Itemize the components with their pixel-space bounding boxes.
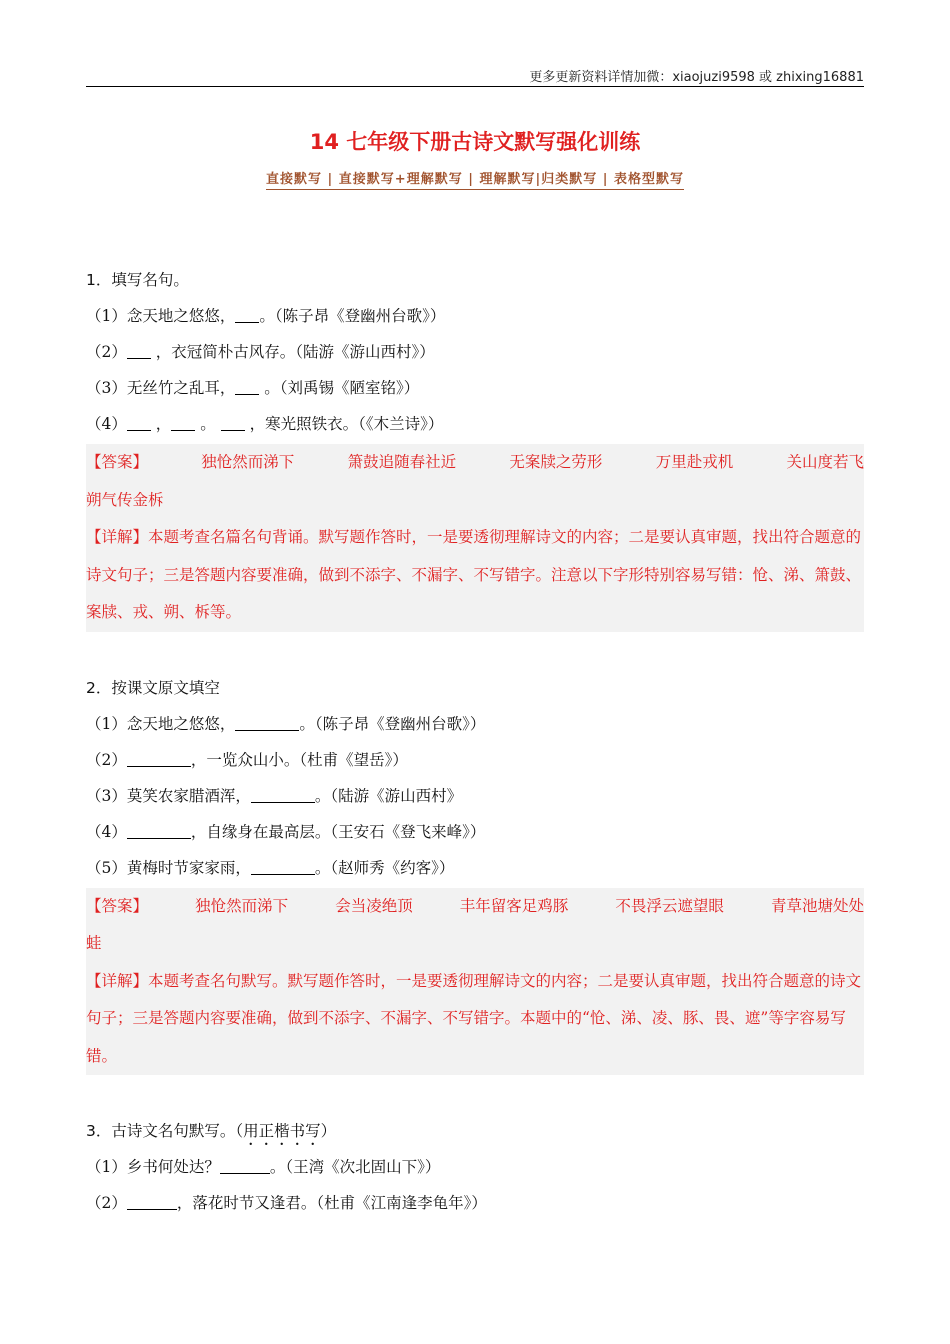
line-text: ， [150, 415, 172, 433]
question-1 [86, 262, 864, 632]
blank [251, 856, 315, 875]
question-title: 2．按课文原文填空 [86, 678, 220, 697]
blank [220, 1155, 270, 1174]
line-text: 。（陆游《游山西村》 [314, 786, 463, 805]
line-text: （4） [86, 415, 127, 433]
line-text: 。（刘禹锡《陋室铭》） [259, 379, 420, 397]
content [86, 262, 864, 1221]
header-note: 更多更新资料详情加微：xiaojuzi9598 或 zhixing16881 [529, 70, 864, 85]
answer-item: 万里赴戎机 [655, 453, 734, 471]
question-title: 1．填写名句。 [86, 271, 189, 289]
line-text: （3）莫笑农家腊酒浑， [86, 786, 251, 805]
line-text: ，自缘身在最高层。（王安石《登飞来峰》） [190, 822, 486, 841]
subtitle-text: 直接默写 | 直接默写+理解默写 | 理解默写|归类默写 | 表格型默写 [266, 172, 684, 190]
line-text: （5）黄梅时节家家雨， [86, 858, 251, 877]
line-text: ，一览众山小。（杜甫《望岳》） [190, 750, 408, 769]
answer-tag: 【答案】 [86, 453, 149, 471]
blank [127, 748, 191, 767]
blank [251, 784, 315, 803]
question-line [86, 706, 864, 742]
answer-item: 丰年留客足鸡豚 [459, 896, 569, 915]
answer-row [86, 888, 864, 926]
line-text: 。 [195, 415, 221, 433]
blank [127, 820, 191, 839]
answer-item: 箫鼓追随春社近 [347, 453, 457, 471]
page-subtitle [0, 168, 950, 187]
answer-row [86, 444, 864, 482]
blank [235, 376, 259, 395]
line-text: 。（陈子昂《登幽州台歌》） [259, 307, 446, 325]
blank [127, 340, 151, 359]
question-3 [86, 1113, 864, 1221]
question-title [86, 1113, 864, 1149]
question-line [86, 742, 864, 778]
line-text: （1）念天地之悠悠， [86, 714, 236, 733]
line-text: 。（赵师秀《约客》） [314, 858, 455, 877]
detail-body: 本题考查名篇名句背诵。默写题作答时，一是要透彻理解诗文的内容；二是要认真审题，找出符合题意的诗文句子；三是答题内容要准确，做到不添字、不漏字、不写错字。注意以下字形特别容易写错：怆、涕、箫鼓、案牍、戎、朔、柝等。 [86, 528, 862, 621]
title-text: 3．古诗文名句默写。（ [86, 1122, 244, 1140]
question-line [86, 406, 864, 442]
detail-body: 本题考查名句默写。默写题作答时，一是要透彻理解诗文的内容；二是要认真审题，找出符合题意的诗文句子；三是答题内容要准确，做到不添字、不漏字、不写错字。本题中的“怆、涕、凌、豚、畏、遮”等字容易写错。 [86, 971, 862, 1065]
line-text: 。（王湾《次北固山下》） [269, 1158, 441, 1176]
answer-item: 青草池塘处处 [770, 896, 864, 915]
blank [235, 304, 259, 323]
detail-tag: 【详解】 [86, 528, 149, 546]
line-text: ，落花时节又逢君。（杜甫《江南逢李龟年》） [176, 1194, 487, 1212]
answer-item: 无案牍之劳形 [509, 453, 603, 471]
title-text: ） [320, 1122, 337, 1140]
answer-item: 关山度若飞 [786, 453, 864, 471]
line-text: （4） [86, 822, 127, 841]
blank [127, 412, 151, 431]
answer-overflow: 朔气传金柝 [86, 490, 164, 509]
answer-box [86, 888, 864, 1076]
question-line [86, 1149, 864, 1185]
header-rule [86, 86, 864, 87]
question-line [86, 1185, 864, 1221]
line-text: （1）乡书何处达？ [86, 1158, 220, 1176]
line-text: （2） [86, 1194, 127, 1212]
question-line [86, 778, 864, 814]
question-line [86, 370, 864, 406]
answer-item: 会当凌绝顶 [335, 896, 413, 915]
blank [235, 712, 299, 731]
line-text: ，寒光照铁衣。（《木兰诗》） [244, 415, 444, 433]
line-text: ，衣冠简朴古风存。（陆游《游山西村》） [150, 343, 435, 361]
answer-item: 独怆然而涕下 [201, 453, 295, 471]
page-title: 14 七年级下册古诗文默写强化训练 [309, 130, 641, 154]
blank [171, 412, 195, 431]
detail-text [86, 963, 864, 1076]
answer-overflow: 蛙 [86, 934, 102, 952]
line-text: （3）无丝竹之乱耳， [86, 379, 236, 397]
question-line [86, 850, 864, 886]
question-2 [86, 670, 864, 1076]
detail-text [86, 519, 864, 632]
emphasis-text: 用正楷书写 [243, 1122, 321, 1140]
question-line [86, 334, 864, 370]
answer-item: 独怆然而涕下 [195, 896, 289, 915]
blank [221, 412, 245, 431]
detail-tag: 【详解】 [86, 971, 149, 990]
blank [127, 1191, 177, 1210]
line-text: （2） [86, 343, 127, 361]
line-text: （2） [86, 750, 127, 769]
line-text: 。（陈子昂《登幽州台歌》） [299, 714, 486, 733]
question-line [86, 814, 864, 850]
answer-item: 不畏浮云遮望眼 [615, 896, 724, 915]
question-line [86, 298, 864, 334]
answer-tag: 【答案】 [86, 896, 149, 915]
line-text: （1）念天地之悠悠， [86, 307, 236, 325]
answer-box [86, 444, 864, 632]
